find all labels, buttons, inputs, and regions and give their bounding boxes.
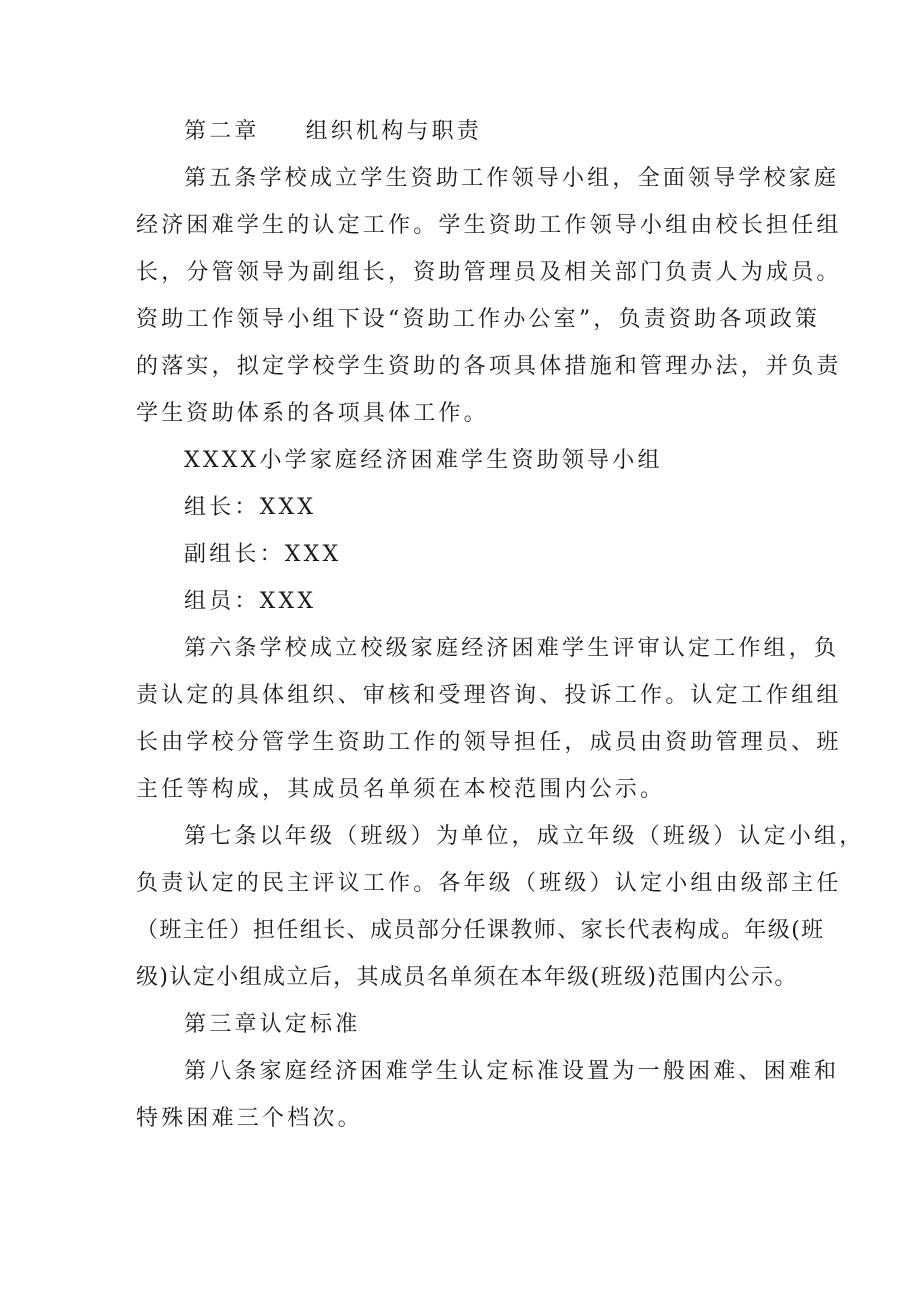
chapter-2-number: 第二章 xyxy=(184,119,260,144)
article-8-line: 第八条家庭经济困难学生认定标准设置为一般困难、困难和 xyxy=(184,1059,840,1084)
article-5-line: 第五条学校成立学生资助工作领导小组，全面领导学校家庭 xyxy=(184,166,840,191)
article-5-line: 的落实，拟定学校学生资助的各项具体措施和管理办法，并负责 xyxy=(136,354,842,379)
document-body xyxy=(136,108,865,1142)
article-6-line: 主任等构成，其成员名单须在本校范围内公示。 xyxy=(136,777,666,802)
article-7-line: （班主任）担任组长、成员部分任课教师、家长代表构成。年级(班 xyxy=(136,918,825,943)
group-leader: 组长：XXX xyxy=(184,495,317,520)
group-title: XXXX小学家庭经济困难学生资助领导小组 xyxy=(184,448,663,473)
group-members: 组员：XXX xyxy=(184,589,317,614)
chapter-3-heading: 第三章认定标准 xyxy=(184,1012,361,1037)
group-deputy: 副组长：XXX xyxy=(184,542,342,567)
article-5-line: 长，分管领导为副组长，资助管理员及相关部门负责人为成员。 xyxy=(136,260,842,285)
chapter-2-heading xyxy=(136,108,796,155)
article-7-line: 级)认定小组成立后，其成员名单须在本年级(班级)范围内公示。 xyxy=(136,965,798,990)
article-6-line: 第六条学校成立校级家庭经济困难学生评审认定工作组，负 xyxy=(184,636,840,661)
chapter-2-title: 组织机构与职责 xyxy=(305,119,483,144)
article-6-line: 责认定的具体组织、审核和受理咨询、投诉工作。认定工作组组 xyxy=(136,683,842,708)
article-5-line: 资助工作领导小组下设“资助工作办公室”，负责资助各项政策 xyxy=(136,307,821,332)
article-5-line: 学生资助体系的各项具体工作。 xyxy=(136,401,489,426)
article-5-line: 经济困难学生的认定工作。学生资助工作领导小组由校长担任组 xyxy=(136,213,842,238)
article-7-line: 负责认定的民主评议工作。各年级（班级）认定小组由级部主任 xyxy=(136,871,842,896)
article-8-line: 特殊困难三个档次。 xyxy=(136,1106,363,1131)
article-7-line: 第七条以年级（班级）为单位，成立年级（班级）认定小组， xyxy=(184,824,865,849)
article-6-line: 长由学校分管学生资助工作的领导担任，成员由资助管理员、班 xyxy=(136,730,842,755)
